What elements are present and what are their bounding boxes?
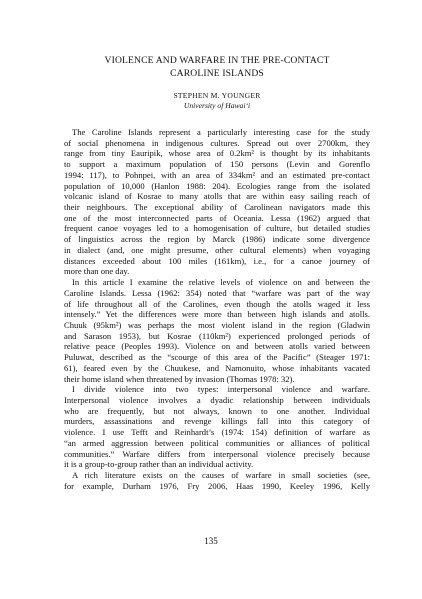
text-line: communities.” Warfare differs from interpersonal violence precisely because [64, 448, 370, 459]
text-line: more than one day. [64, 266, 130, 277]
text-line: murders, assassinations and revenge killings fall into this category of [64, 416, 370, 427]
text-line: their neighbours. The exceptional ability of Carolinean navigators made this [64, 202, 370, 213]
text-line: distances exceeded about 100 miles (161km), i.e., for a canoe journey of [64, 255, 370, 266]
text-line: intensely.” Yet the differences were more than between high islands and atolls. [64, 309, 370, 320]
text-line: Caroline Islands. Lessa (1962: 354) noted that “warfare was part of the way [64, 287, 370, 298]
text-line: for example, Durham 1976, Fry 2006, Haas 1990, Keeley 1996, Kelly [64, 480, 370, 491]
text-line: of linguistics across the region by Marck (1986) indicate some divergence [64, 234, 370, 245]
text-line: volcanic island of Kosrae to many atolls that are within easy sailing reach of [64, 191, 370, 202]
text-line: “an armed aggression between political communities or alliances of political [64, 437, 370, 448]
article-body [64, 127, 370, 491]
text-line: In this article I examine the relative levels of violence on and between the [72, 277, 370, 288]
text-line: violence. I use Tefft and Reinhardt’s (1974: 154) definition of warfare as [64, 427, 370, 438]
text-line: who are frequently, but not always, known to one another. Individual [64, 405, 370, 416]
page-number: 135 [204, 536, 218, 546]
text-line: I divide violence into two types: interpersonal violence and warfare. [72, 384, 370, 395]
text-line: their home island when threatened by invasion (Thomas 1978: 32). [64, 373, 295, 384]
text-line: it is a group-to-group rather than an individual activity. [64, 459, 254, 470]
text-line: frequent canoe voyages led to a homogenisation of culture, but detailed studies [64, 223, 370, 234]
text-line: of social phenomena in indigenous cultures. Spread out over 2700km, they [64, 137, 370, 148]
text-line: The Caroline Islands represent a particularly interesting case for the study [72, 127, 370, 137]
text-line: 1994: 117), to Pohnpei, with an area of 334km² and an estimated pre-contact [64, 169, 370, 180]
article-title [64, 55, 370, 80]
text-line: in dialect (and, one might presume, other cultural elements) when voyaging [64, 244, 370, 255]
paper-page [64, 55, 370, 491]
paragraph-2 [64, 277, 370, 384]
text-line: Chuuk (95km²) was perhaps the most violent island in the region (Gladwin [64, 319, 370, 330]
article-title-line-1: VIOLENCE AND WARFARE IN THE PRE-CONTACT [104, 55, 330, 66]
text-line: 61), feared even by the Chuukese, and Namonuito, whose inhabitants vacated [64, 362, 370, 373]
paragraph-1 [64, 127, 370, 277]
text-line: of life throughout all of the Carolines, even though the atolls waged it less [64, 298, 370, 309]
paragraph-4 [64, 470, 370, 491]
text-line: Interpersonal violence involves a dyadic relationship between individuals [64, 394, 370, 405]
text-line: to support a maximum population of 150 persons (Levin and Gorenflo [64, 159, 370, 170]
text-line: population of 10,000 (Hanlon 1988: 204). Ecologies range from the isolated [64, 180, 370, 191]
author-name: STEPHEN M. YOUNGER [173, 91, 261, 101]
text-line: Puluwat, described as the “scourge of this area of the Pacific” (Steager 1971: [64, 352, 370, 363]
article-title-line-2: CAROLINE ISLANDS [170, 67, 264, 79]
author-affiliation: University of Hawai‘i [183, 100, 251, 110]
text-line: A rich literature exists on the causes of warfare in small societies (see, [72, 470, 370, 480]
text-line: relative peace (Peoples 1993). Violence on and between atolls varied between [64, 341, 370, 352]
paragraph-3 [64, 384, 370, 470]
text-line: one of the most interconnected parts of Oceania. Lessa (1962) argued that [64, 212, 370, 223]
text-line: and Sarason 1953), but Kosrae (110km²) experienced prolonged periods of [64, 330, 370, 341]
text-line: range from tiny Eauripik, whose area of 0.2km² is thought by its inhabitants [64, 148, 370, 159]
